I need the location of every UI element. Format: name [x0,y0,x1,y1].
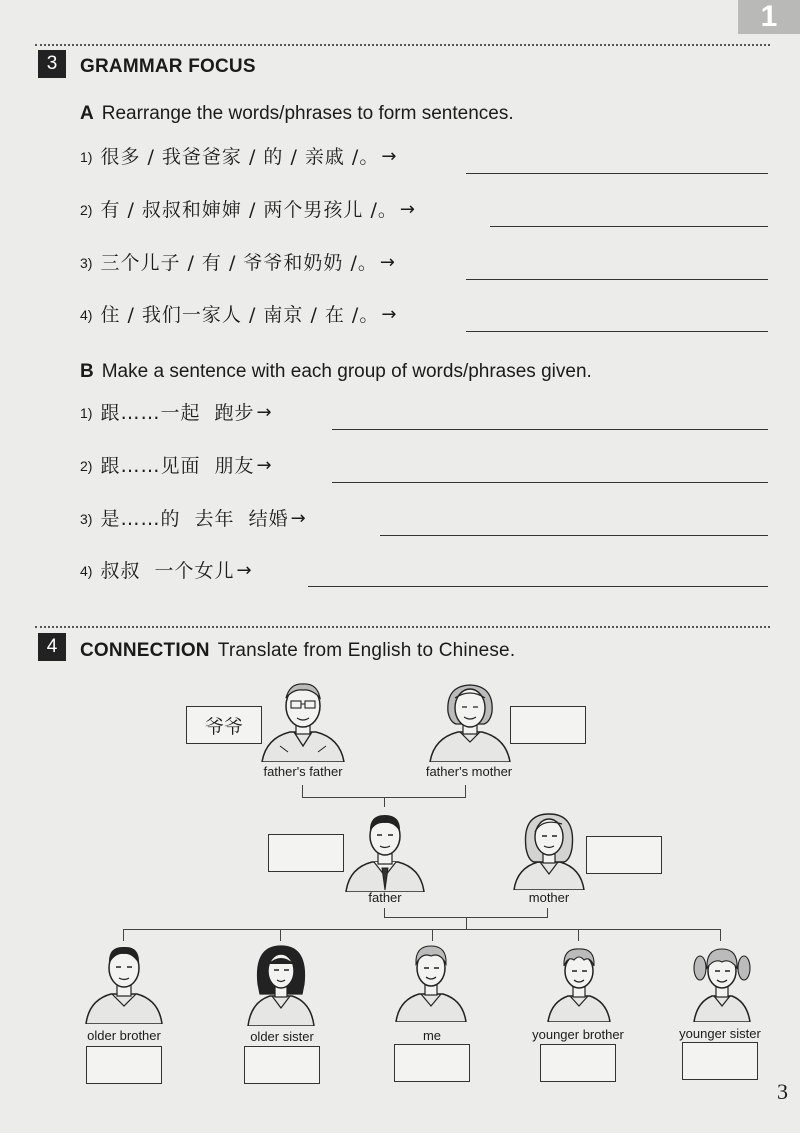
section-number-4: 4 [38,633,66,661]
answer-line-b-1[interactable] [332,429,768,430]
caption-older-brother: older brother [87,1028,161,1043]
exercise-b-4 [80,556,252,586]
part-b-instruction: Make a sentence with each group of words/phrases given. [101,361,592,382]
caption-me: me [422,1028,442,1043]
section-number-3: 3 [38,50,66,78]
arrow-icon: → [290,508,306,529]
exercise-b-2 [80,451,272,481]
answer-line-a-1[interactable] [466,173,768,174]
answer-line-a-3[interactable] [466,279,768,280]
part-b-letter: B [80,361,94,382]
grandfather-portrait [260,680,346,762]
part-a-instruction: Rearrange the words/phrases to form sentences. [101,103,514,124]
tree-connector [578,929,579,941]
answer-box-grandmother[interactable] [510,706,586,744]
tree-connector [547,908,548,917]
tree-connector [384,797,385,807]
caption-father: father [368,890,402,905]
page-number: 3 [777,1079,788,1104]
caption-grandfather: father's father [263,764,343,779]
father-portrait [344,812,426,892]
tree-connector [432,929,433,941]
item-number: 3) [80,511,93,527]
exercise-a-3 [80,248,395,278]
younger-sister-portrait [690,946,754,1022]
answer-box-older-brother[interactable] [86,1046,162,1084]
item-prompt: 很多 / 我爸爸家 / 的 / 亲戚 /。 [100,146,380,168]
answer-box-younger-sister[interactable] [682,1042,758,1080]
answer-box-younger-brother[interactable] [540,1044,616,1082]
chapter-tab: 1 [738,0,800,34]
section-title-connection [80,640,515,662]
tree-connector [302,785,303,797]
part-a-letter: A [80,103,94,124]
tree-connector [280,929,281,941]
answer-box-father[interactable] [268,834,344,872]
section-divider [35,44,770,46]
older-brother-portrait [84,944,164,1024]
section-divider [35,626,770,628]
answer-line-a-4[interactable] [466,331,768,332]
answer-line-b-3[interactable] [380,535,768,536]
item-prompt: 住 / 我们一家人 / 南京 / 在 /。 [100,304,380,326]
item-prompt: 三个儿子 / 有 / 爷爷和奶奶 /。 [100,252,378,274]
item-prompt: 叔叔 一个女儿 [100,560,235,582]
part-b-heading [80,361,592,383]
answer-box-me[interactable] [394,1044,470,1082]
item-number: 2) [80,202,93,218]
tree-connector [465,785,466,797]
item-prompt: 跟……见面 朋友 [100,455,255,477]
exercise-b-3 [80,504,306,534]
exercise-a-4 [80,300,396,330]
arrow-icon: → [379,252,395,273]
section-title-grammar: GRAMMAR FOCUS [80,56,256,77]
answer-box-older-sister[interactable] [244,1046,320,1084]
caption-grandmother: father's mother [425,764,513,779]
arrow-icon: → [236,560,252,581]
older-sister-portrait [246,944,316,1026]
tree-connector [466,917,467,929]
item-number: 4) [80,563,93,579]
arrow-icon: → [256,402,272,423]
connection-instruction: Translate from English to Chinese. [217,640,516,661]
item-prompt: 有 / 叔叔和婶婶 / 两个男孩儿 /。 [100,199,398,221]
grandmother-portrait [428,682,512,762]
mother-portrait [512,812,586,890]
arrow-icon: → [381,304,397,325]
tree-connector [123,929,720,930]
item-number: 3) [80,255,93,271]
answer-line-b-4[interactable] [308,586,768,587]
item-number: 2) [80,458,93,474]
exercise-b-1 [80,398,272,428]
answer-line-b-2[interactable] [332,482,768,483]
exercise-a-2 [80,195,415,225]
arrow-icon: → [381,146,397,167]
arrow-icon: → [399,199,415,220]
arrow-icon: → [256,455,272,476]
exercise-a-1 [80,142,396,172]
item-number: 1) [80,405,93,421]
caption-older-sister: older sister [250,1029,314,1044]
tree-connector [384,908,385,917]
me-portrait [394,944,468,1022]
answer-line-a-2[interactable] [490,226,768,227]
item-prompt: 是……的 去年 结婚 [100,508,289,530]
part-a-heading [80,103,514,125]
item-prompt: 跟……一起 跑步 [100,402,255,424]
tree-connector [123,929,124,941]
caption-younger-brother: younger brother [532,1027,624,1042]
answer-box-grandfather[interactable]: 爷爷 [186,706,262,744]
item-number: 1) [80,149,93,165]
tree-connector [720,929,721,941]
caption-younger-sister: younger sister [679,1026,761,1041]
answer-box-mother[interactable] [586,836,662,874]
connection-title: CONNECTION [80,640,210,661]
younger-brother-portrait [546,946,612,1022]
caption-mother: mother [528,890,570,905]
item-number: 4) [80,307,93,323]
